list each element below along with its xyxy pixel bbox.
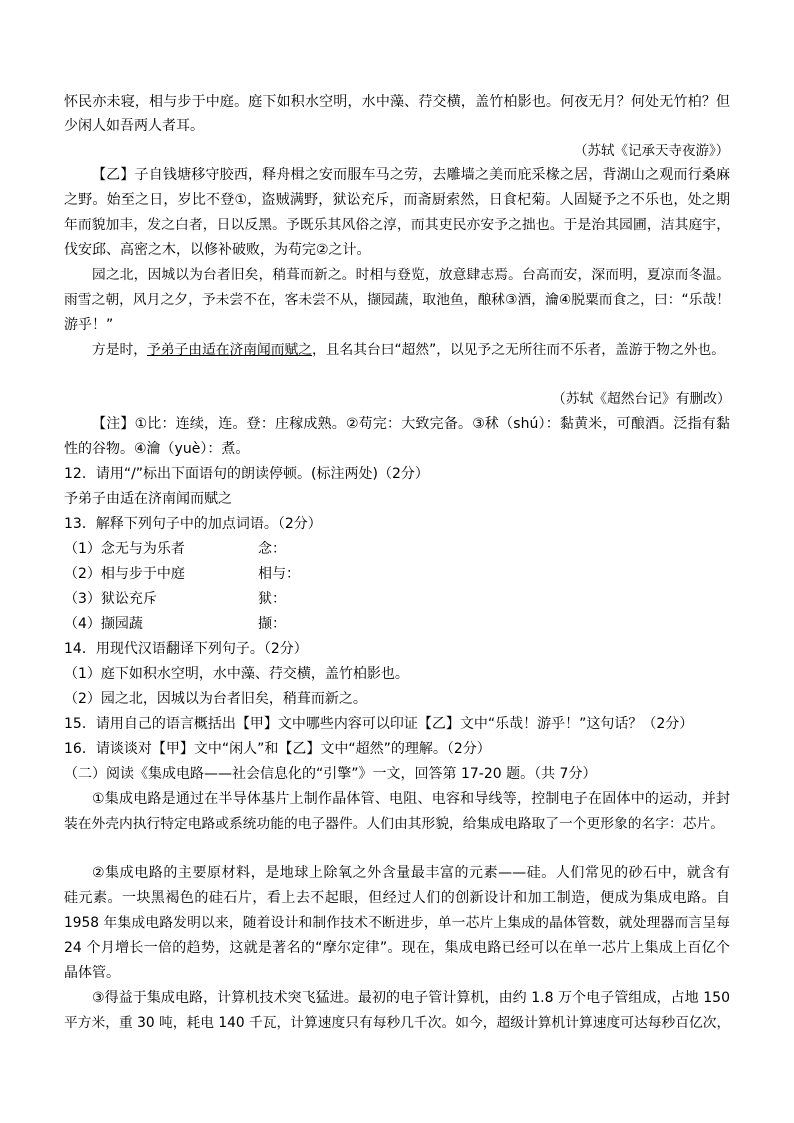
text-line: 硅元素。一块黑褐色的硅石片，看上去不起眼，但经过人们的创新设计和加工制造，便成为集成电路。自: [64, 890, 730, 906]
q13-answer-label: 念：: [258, 541, 286, 557]
question-16: 16．请谈谈对【甲】文中“闲人”和【乙】文中“超然”的理解。（2分）: [64, 741, 491, 757]
text-fragment: ，且名其台曰“超然”，以见予之无所往而不乐者，盖游于物之外也。: [312, 342, 726, 358]
question-12-sentence: 予弟子由适在济南闻而赋之: [64, 491, 232, 507]
text-line: 少闲人如吾两人者耳。: [64, 118, 204, 134]
text-line: ①集成电路是通过在半导体基片上制作晶体管、电阻、电容和导线等，控制电子在固体中的运动，并封: [92, 791, 730, 807]
q13-item: （4）撷园蔬: [64, 616, 143, 632]
text-line: 游乎！”: [64, 317, 114, 333]
text-line: [92, 341, 725, 359]
source-citation: （苏轼《超然台记》有删改）: [552, 391, 731, 407]
q13-item: （1）念无与为乐者: [64, 541, 185, 557]
q13-answer-label: 相与：: [258, 566, 300, 582]
question-12: 12．请用“/”标出下面语句的朗读停顿。(标注两处)（2分）: [64, 466, 429, 482]
text-line: 怀民亦未寝，相与步于中庭。庭下如积水空明，水中藻、荇交横，盖竹柏影也。何夜无月？何处无竹柏？但: [64, 94, 730, 110]
underlined-sentence: 予弟子由适在济南闻而赋之: [147, 342, 313, 358]
q13-answer-label: 撷：: [258, 616, 286, 632]
q13-item: （3）狱讼充斥: [64, 591, 157, 607]
question-14: 14．用现代汉语翻译下列句子。（2分）: [64, 641, 308, 657]
text-line: 1958 年集成电路发明以来，随着设计和制作技术不断进步，单一芯片上集成的晶体管数，就处理器而言呈每: [64, 915, 730, 931]
text-line: ②集成电路的主要原材料，是地球上除氧之外含量最丰富的元素——硅。人们常见的砂石中，就含有: [92, 865, 730, 881]
text-line: 雨雪之朝，风月之夕，予未尝不在，客未尝不从，撷园蔬，取池鱼，酿秫③酒，瀹④脱粟而食之，曰：“乐哉！: [64, 292, 730, 308]
note-line: 【注】①比：连续，连。登：庄稼成熟。②苟完：大致完备。③秫（shú）：黏黄米，可酿酒。泛指有黏: [92, 416, 730, 432]
note-line: 性的谷物。④瀹（yuè）：煮。: [64, 441, 250, 457]
text-fragment: 方是时，: [92, 342, 148, 358]
q14-item: （2）园之北，因城以为台者旧矣，稍葺而新之。: [64, 691, 367, 707]
text-line: 24 个月增长一倍的趋势，这就是著名的“摩尔定律”。现在，集成电路已经可以在单一芯片上集成上百亿个: [64, 940, 730, 956]
q13-item: （2）相与步于中庭: [64, 566, 185, 582]
text-line: 晶体管。: [64, 965, 120, 981]
text-line: 园之北，因城以为台者旧矣，稍葺而新之。时相与登览，放意肆志焉。台高而安，深而明，夏凉而冬温。: [92, 267, 730, 283]
text-line: ③得益于集成电路，计算机技术突飞猛进。最初的电子管计算机，由约 1.8 万个电子管组成，占地 150: [92, 990, 730, 1006]
text-line: 装在外壳内执行特定电路或系统功能的电子器件。人们由其形貌，给集成电路取了一个更形象的名字：芯片。: [64, 816, 725, 832]
text-line: 年而貌加丰，发之白者，日以反黑。予既乐其风俗之淳，而其吏民亦安予之拙也。于是治其园圃，洁其庭宇，: [64, 217, 730, 233]
section-heading: （二）阅读《集成电路——社会信息化的“引擎”》一文，回答第 17-20 题。（共 7分）: [64, 766, 597, 782]
source-citation: （苏轼《记承天寺夜游》）: [574, 143, 730, 159]
text-line: 平方米，重 30 吨，耗电 140 千瓦，计算速度只有每秒几千次。如今，超级计算机计算速度可达每秒百亿次，: [64, 1015, 731, 1031]
text-line: 【乙】子自钱塘移守胶西，释舟楫之安而服车马之劳，去雕墙之美而庇采椽之居，背湖山之观而行桑麻: [92, 167, 730, 183]
text-line: 伐安邱、高密之木，以修补破败，为苟完②之计。: [64, 242, 371, 258]
question-13: 13．解释下列句子中的加点词语。（2分）: [64, 516, 322, 532]
q14-item: （1）庭下如积水空明，水中藻、荇交横，盖竹柏影也。: [64, 666, 409, 682]
question-15: 15．请用自己的语言概括出【甲】文中哪些内容可以印证【乙】文中“乐哉！游乎！”这句话？（2分）: [64, 716, 694, 732]
text-line: 之野。始至之日，岁比不登①，盗贼满野，狱讼充斥，而斋厨索然，日食杞菊。人固疑予之不乐也，处之期: [64, 192, 730, 208]
q13-answer-label: 狱：: [258, 591, 286, 607]
